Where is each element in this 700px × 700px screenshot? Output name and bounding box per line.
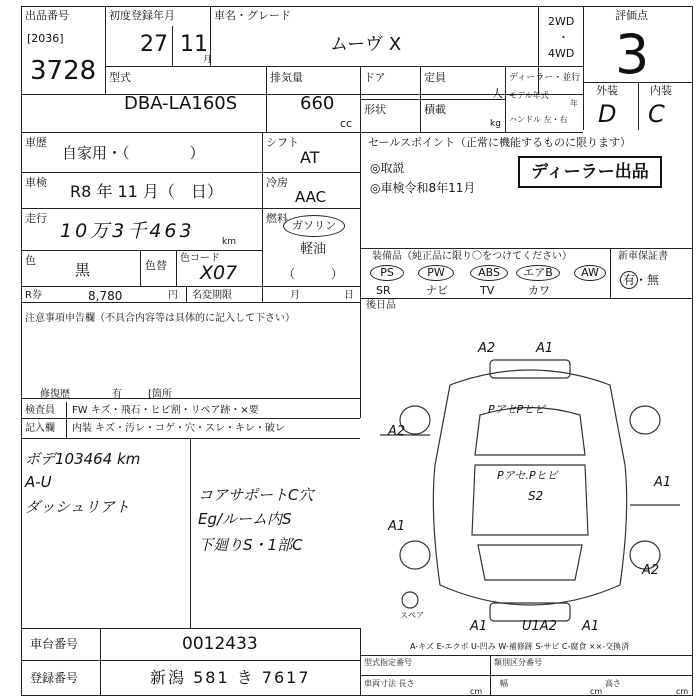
wheel-front-right [630, 406, 660, 434]
fuel-paren: （ ） [283, 267, 344, 281]
mileage-unit: km [222, 237, 236, 247]
score-label: 評価点 [615, 9, 648, 22]
load-unit: kg [490, 119, 501, 129]
model-year-unit: 年 [570, 99, 578, 108]
score-int-value: C [648, 100, 665, 128]
color-label: 色 [25, 254, 36, 267]
car-name-value: ムーヴ X [330, 34, 402, 55]
equip-abs [470, 265, 508, 281]
displacement-value: 660 [300, 93, 335, 114]
dmg-front-note: PアセPヒビ [488, 403, 546, 416]
dealer-stamp [518, 156, 662, 188]
equip-ps-label: PS [380, 266, 394, 279]
legend: A-キズ E-エクボ U-凹み W-補修跡 S-サビ C-腐食 ××-交換済 [410, 642, 630, 651]
lot-sub: [2036] [27, 32, 64, 45]
hand-right-3: 下廻りS・1部C [198, 536, 303, 554]
capacity-label: 定員 [424, 71, 446, 84]
color-value: 黒 [75, 261, 91, 279]
warranty-value: 有・無 [623, 273, 660, 287]
footer-type-number: 型式指定番号 [364, 658, 412, 667]
dmg-mark-3: A2 [388, 424, 406, 439]
color-code-value: X07 [200, 262, 238, 284]
dmg-mark-4: A1 [388, 519, 406, 534]
hand-right-2: Eg/ルーム内S [198, 510, 292, 528]
fuel-label: 燃料 [266, 212, 288, 225]
shape-label: 形状 [364, 103, 386, 116]
r-ticket-value: 8,780 [88, 289, 123, 303]
equip-tv: TV [480, 284, 495, 297]
dmg-mark-8: U1A2 [522, 619, 557, 634]
first-reg-month-unit: 月 [203, 55, 213, 65]
dmg-mark-5: A1 [654, 475, 672, 490]
door-label: ドア [364, 71, 386, 84]
fuel-gasoline-circle [283, 215, 345, 237]
repair-label: 修復歴 [40, 389, 70, 400]
history-label: 車歴 [25, 136, 47, 149]
dmg-roof-s2: S2 [528, 489, 544, 503]
dealer-stamp-text: ディーラー出品 [531, 162, 649, 182]
first-reg-label: 初度登録年月 [109, 9, 175, 22]
wheel-rear-left [400, 541, 430, 569]
equip-leather: カワ [528, 284, 550, 297]
model-value: DBA-LA160S [124, 93, 238, 114]
hand-left-3: ダッシュリアト [25, 498, 130, 516]
dmg-mark-7: A1 [470, 619, 488, 634]
equip-pw [418, 265, 454, 281]
ac-value: AAC [295, 188, 327, 206]
fuel-diesel: 軽油 [300, 242, 327, 257]
car-name-label: 車名・グレード [214, 9, 291, 22]
repair-value: 有 [112, 389, 122, 400]
hand-left-1: ボデ103464 km [25, 450, 141, 468]
sales-point-item-2: ◎車検令和8年11月 [370, 181, 476, 195]
footer-width: 幅 [500, 679, 508, 688]
lot-number: 3728 [30, 56, 97, 86]
first-reg-year: 27 [140, 32, 168, 57]
spare-label: スペア [400, 611, 424, 620]
displacement-label: 排気量 [270, 71, 303, 84]
footer-class-number: 類別区分番号 [494, 658, 542, 667]
front-bumper [490, 360, 570, 378]
model-year-label: モデル年式 [509, 91, 549, 100]
inspector-int: 内装 キズ・汚レ・コゲ・穴・スレ・キレ・破レ [72, 423, 285, 434]
capacity-unit: 人 [492, 87, 503, 100]
footer-height: 高さ [605, 679, 621, 688]
repair-place: [箇所 [148, 389, 172, 400]
inspection-value: R8 年 11 月（ 日） [70, 182, 223, 201]
mileage-label: 走行 [25, 212, 47, 225]
drive-2wd: 2WD [548, 15, 575, 28]
expiry-day: 日 [344, 290, 354, 301]
model-label: 型式 [109, 71, 131, 84]
shift-label: シフト [266, 136, 299, 149]
mileage-value: 10万3千463 [60, 220, 195, 242]
sales-point-item-1: ◎取説 [370, 161, 405, 175]
inspector-label: 検査員 [25, 405, 55, 416]
r-ticket-unit: 円 [168, 290, 178, 301]
expiry-month: 月 [290, 290, 300, 301]
equip-pw-label: PW [427, 266, 445, 279]
expiry-label: 名変期限 [192, 290, 232, 301]
r-ticket-label: R券 [25, 290, 42, 301]
sales-point-header: セールスポイント（正常に機能するものに限ります） [368, 136, 632, 149]
ac-label: 冷房 [266, 176, 288, 189]
score-value: 3 [615, 23, 650, 86]
equipment-header: 装備品（純正品に限り〇をつけてください） [372, 251, 572, 262]
footer-cm-3: cm [676, 687, 689, 696]
hand-right-1: コアサポートC穴 [198, 486, 314, 504]
equip-aw-label: AW [581, 266, 599, 279]
notes-header: 注意事項申告欄（不具合内容等は具体的に記入して下さい） [25, 313, 295, 324]
dmg-roof-note: Pアセ.Pヒビ [497, 469, 558, 482]
dmg-mark-1: A2 [478, 341, 496, 356]
load-label: 積載 [424, 103, 446, 116]
registration-label: 登録番号 [30, 671, 79, 685]
hand-left-2: A-U [25, 473, 52, 491]
footer-cm-2: cm [590, 687, 603, 696]
rear-seat-label: 後日品 [366, 300, 396, 311]
dmg-mark-9: A1 [582, 619, 600, 634]
dmg-mark-2: A1 [536, 341, 554, 356]
fuel-gasoline: ガソリン [292, 219, 336, 232]
spare-wheel [402, 592, 418, 608]
equip-sr: SR [376, 284, 391, 297]
dmg-mark-6: A2 [642, 563, 660, 578]
color-change-label: 色替 [145, 259, 167, 272]
shift-value: AT [300, 148, 320, 167]
equip-navi: ナビ [426, 284, 448, 297]
displacement-unit: cc [340, 117, 353, 130]
warranty-label: 新車保証書 [618, 251, 668, 262]
footer-cm-1: cm [470, 687, 483, 696]
writer-label: 記入欄 [25, 423, 55, 434]
score-int-label: 内装 [650, 84, 672, 97]
equip-aw [574, 265, 606, 281]
equip-airbag-label: エアB [523, 266, 553, 279]
inspector-ext: FW キズ・飛石・ヒビ割・リペア跡・×要 [72, 405, 259, 416]
equip-ps [370, 265, 404, 281]
score-ext-label: 外装 [596, 84, 618, 97]
chassis-label: 車台番号 [30, 637, 79, 651]
car-rear-window [478, 545, 582, 580]
drive-dot: ・ [558, 31, 569, 44]
inspection-label: 車検 [25, 176, 47, 189]
lot-label: 出品番号 [25, 9, 69, 22]
first-reg-month: 11 [180, 32, 208, 57]
dealer-import-label: ディーラー・並行 [509, 73, 581, 83]
drive-4wd: 4WD [548, 47, 575, 60]
chassis-value: 0012433 [182, 634, 258, 654]
footer-length: 車両寸法 長さ [364, 679, 415, 688]
handle-label: ハンドル 左・右 [509, 115, 568, 124]
equip-airbag [516, 265, 560, 281]
score-ext-value: D [598, 100, 617, 128]
equip-abs-label: ABS [478, 266, 500, 279]
registration-value: 新潟 581 き 7617 [150, 668, 311, 687]
color-code-label: 色コード [180, 253, 220, 264]
history-value: 自家用・（ ） [62, 144, 205, 162]
